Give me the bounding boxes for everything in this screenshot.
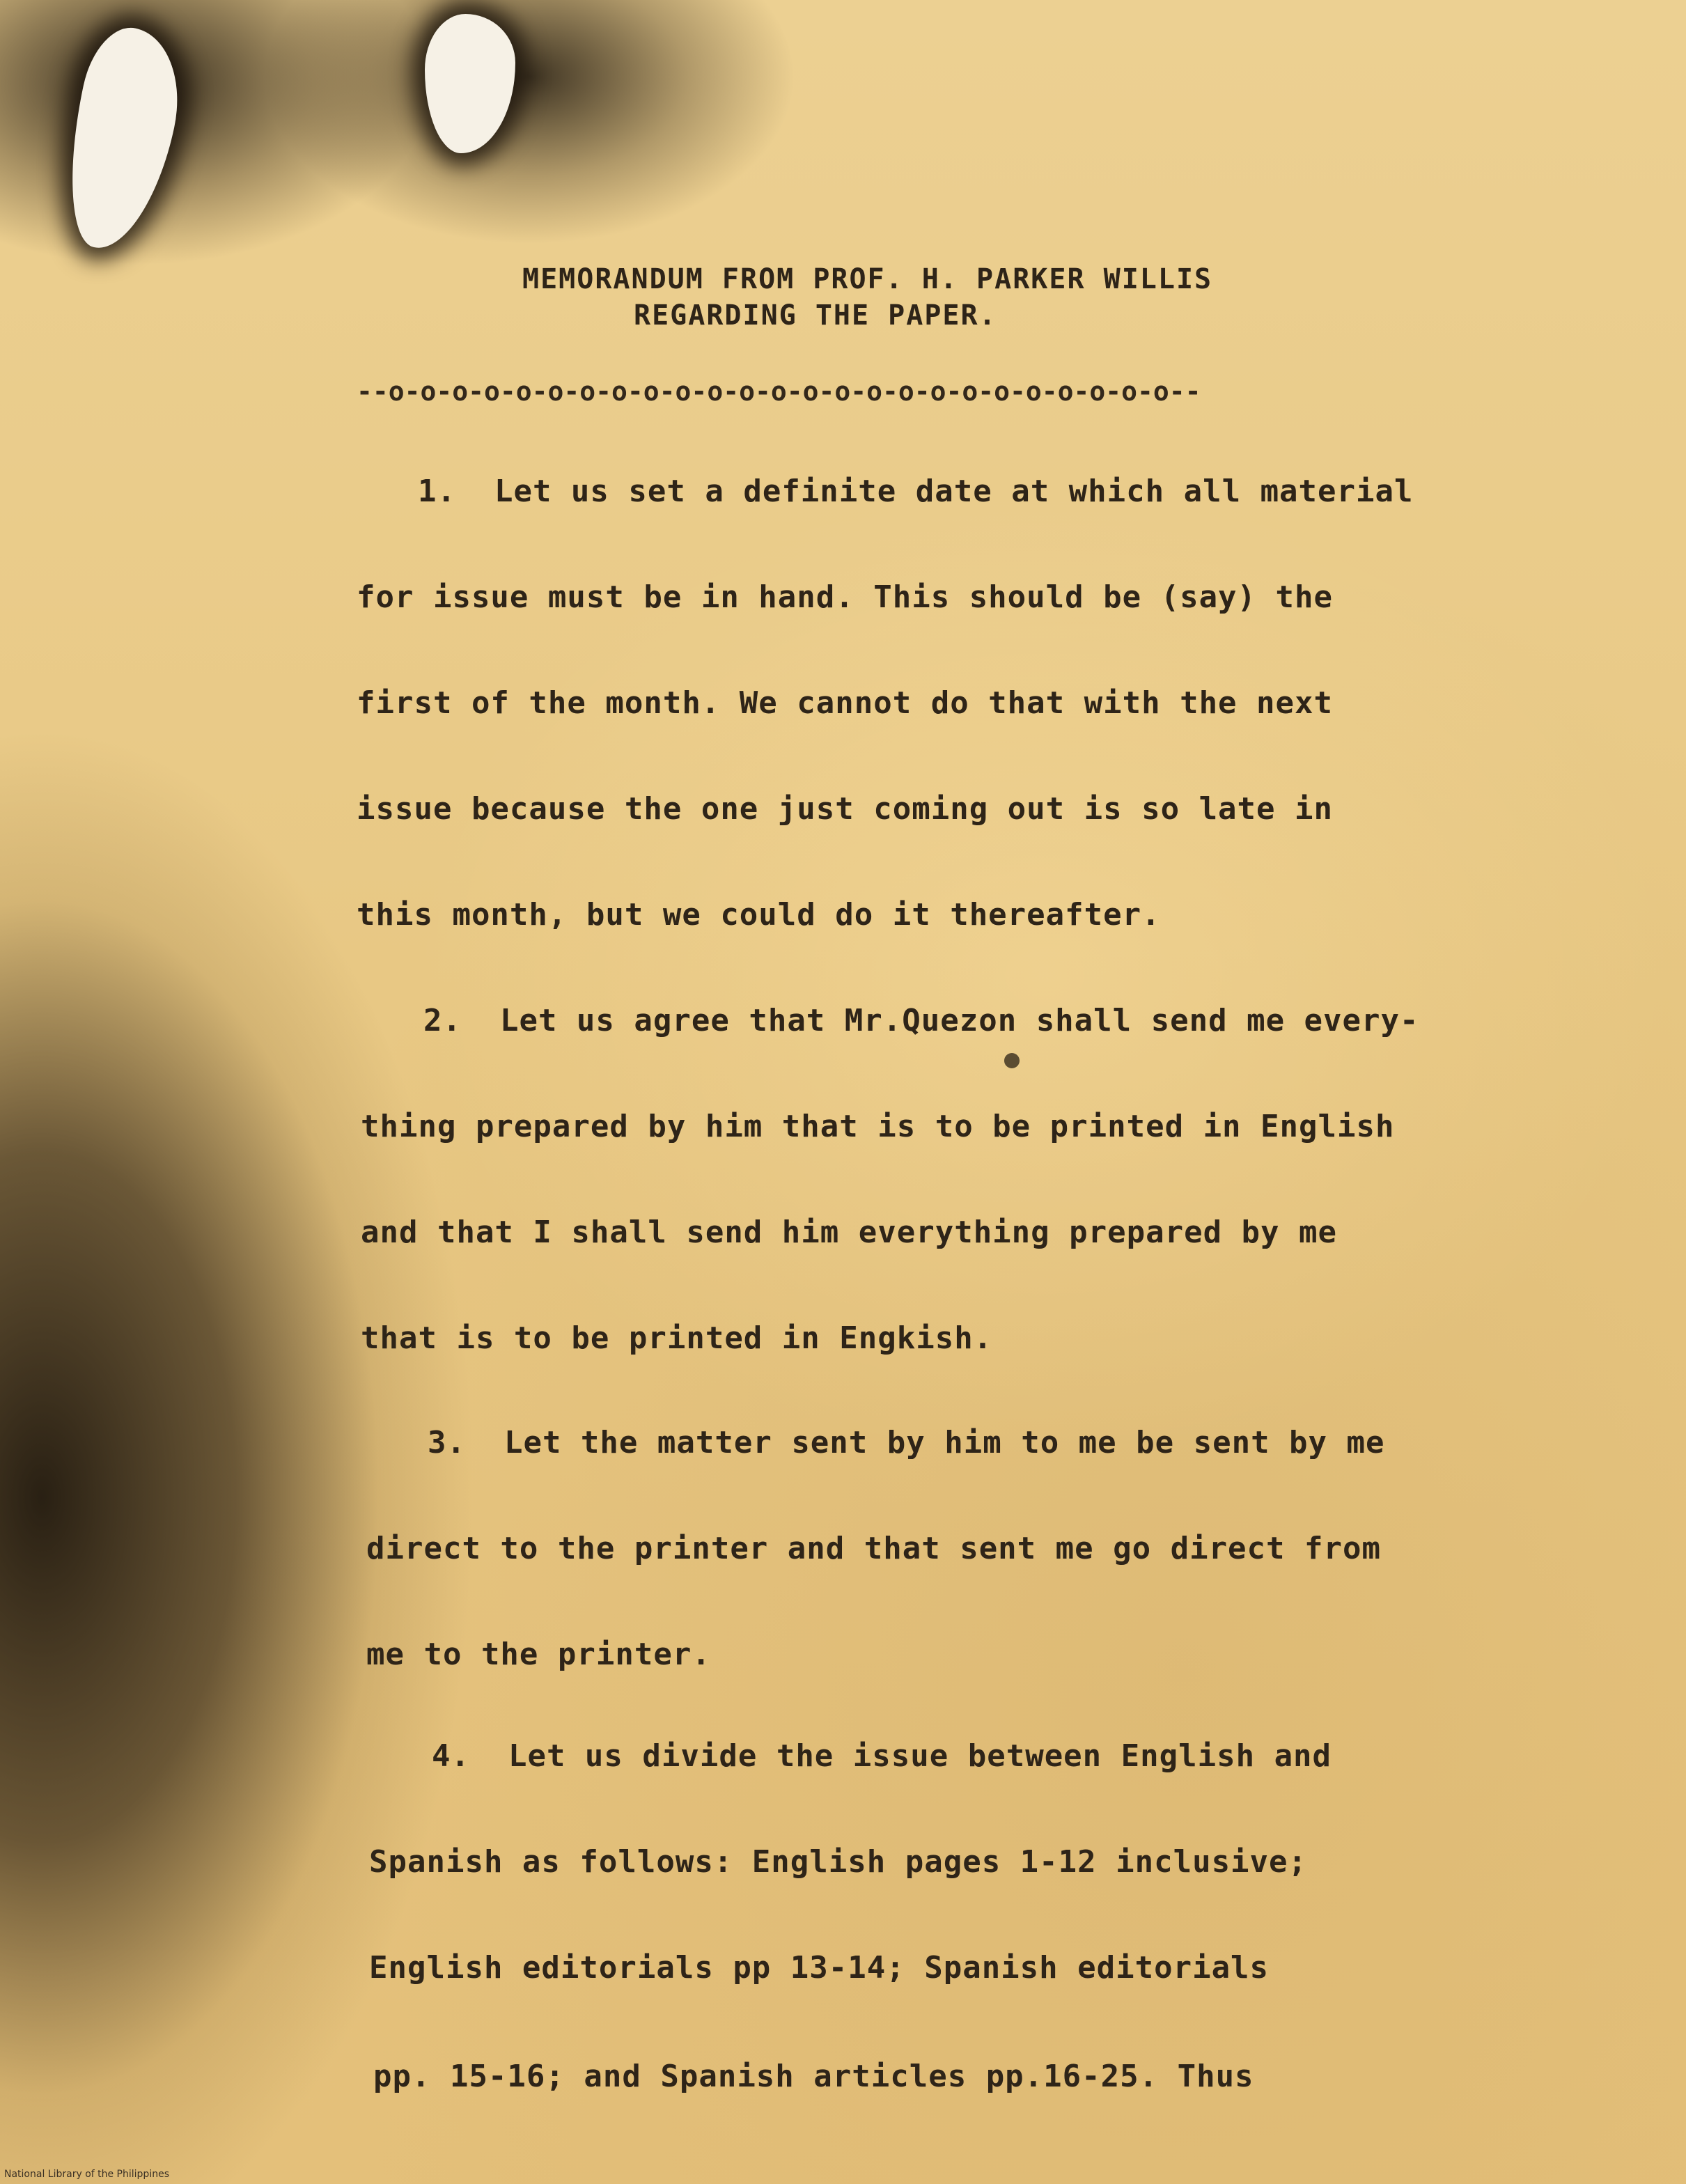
body-line: 4. Let us divide the issue between English and xyxy=(432,1738,1332,1774)
body-line: this month, but we could do it thereafter. xyxy=(357,897,1161,933)
body-line: and that I shall send him everything prepared by me xyxy=(361,1215,1338,1250)
burn-hole-right xyxy=(425,14,515,153)
burn-hole-left xyxy=(51,20,192,258)
body-line: issue because the one just coming out is so late in xyxy=(357,791,1334,827)
body-line: pp. 15-16; and Spanish articles pp.16-25. Thus xyxy=(373,2059,1254,2094)
body-line: first of the month. We cannot do that with the next xyxy=(357,685,1334,721)
memo-title-line1: MEMORANDUM FROM PROF. H. PARKER WILLIS xyxy=(522,263,1213,295)
body-line: me to the printer. xyxy=(366,1637,711,1672)
body-line: 3. Let the matter sent by him to me be sent by me xyxy=(428,1425,1385,1460)
body-line: that is to be printed in Engkish. xyxy=(361,1320,993,1356)
body-line: 2. Let us agree that Mr.Quezon shall send me every- xyxy=(423,1003,1419,1038)
memo-title-line2: REGARDING THE PAPER. xyxy=(634,299,997,332)
body-line: English editorials pp 13-14; Spanish editorials xyxy=(369,1950,1270,1986)
footer-note: National Library of the Philippines xyxy=(4,2169,169,2180)
body-line: thing prepared by him that is to be printed in English xyxy=(361,1109,1395,1144)
divider-line: --o-o-o-o-o-o-o-o-o-o-o-o-o-o-o-o-o-o-o-o-o-o-o-o-o-- xyxy=(357,376,1201,407)
body-line: direct to the printer and that sent me go direct from xyxy=(366,1531,1381,1566)
stain-dot xyxy=(1004,1053,1020,1068)
body-line: 1. Let us set a definite date at which all material xyxy=(418,474,1414,509)
body-line: Spanish as follows: English pages 1-12 inclusive; xyxy=(369,1844,1308,1880)
body-line: for issue must be in hand. This should be (say) the xyxy=(357,579,1334,615)
